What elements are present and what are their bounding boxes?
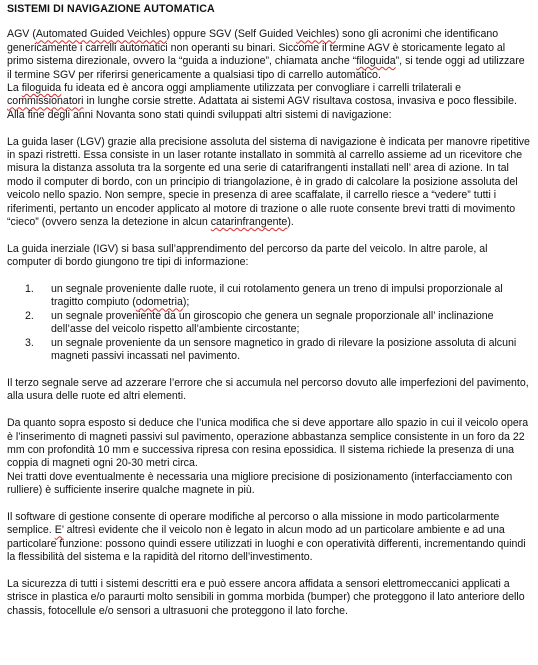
- list-number: 2.: [25, 309, 34, 322]
- text-run: ).: [287, 216, 294, 229]
- inertial-guidance-intro: La guida inerziale (IGV) si basa sull’apprendimento del percorso da parte del veicolo. In altre parole, al computer di bordo giungono tre tipi di informazione:: [7, 242, 488, 269]
- list-item: [7, 310, 530, 337]
- list-item: [7, 337, 530, 364]
- text-run: un segnale proveniente dalle ruote, il cui rotolamento genera un treno di impulsi proporzionale al tragitto compiuto (: [51, 283, 503, 309]
- text-run: un segnale proveniente da un giroscopio che genera un segnale proporzionale all’ inclinazione dell’asse del veicolo rispetto all’ambiente circostante;: [51, 309, 494, 336]
- paragraph-gap: [7, 122, 530, 135]
- paragraph-gap: [7, 498, 530, 511]
- magnets-paragraph-2: Nei tratti dove eventualmente è necessaria una migliore precisione di posizionamento (interfacciamento con rulliere) è sufficiente inserire qualche magnete in più.: [7, 470, 513, 497]
- magnets-paragraph-1: Da quanto sopra esposto si deduce che l’unica modifica che si deve apportare allo spazio in cui il veicolo opera è l’inserimento di magneti passivi sul pavimento, operazione abbastanza semplice consistente in un foro da 22 mm con profondità 10 mm e successiva ripresa con resina epossidica. Il sistema richiede la presenza di una coppia di magneti ogni 20-30 metri circa.: [7, 417, 529, 470]
- list-number: 1.: [25, 283, 34, 296]
- paragraph-gap: [7, 404, 530, 417]
- spellcheck-word: Automated Guided Veichles: [35, 28, 167, 41]
- text-run: La: [7, 82, 22, 95]
- text-run: );: [182, 296, 190, 309]
- spellcheck-word: Veichles: [296, 28, 336, 41]
- paragraph-gap: [7, 270, 530, 283]
- intro-paragraph-2: [7, 82, 530, 109]
- document-title: SISTEMI DI NAVIGAZIONE AUTOMATICA: [7, 3, 215, 15]
- signal-list: [7, 283, 530, 363]
- spellcheck-word: filoguida: [21, 82, 62, 95]
- text-run: altresì evidente che il veicolo non è legato in alcun modo ad un particolare ambiente e ad una particolare funzione: possono quindi essere utilizzati in luoghi e con operatività differenti, incrementando quindi la flessibilità del sistema e la rapidità del ritorno dell’investimento.: [7, 524, 526, 564]
- spellcheck-word: commissionatori: [7, 95, 84, 108]
- third-signal-paragraph: Il terzo segnale serve ad azzerare l’errore che si accumula nel percorso dovuto alle imperfezioni del pavimento, alla usura delle ruote ed altri elementi.: [7, 376, 529, 403]
- text-run: un segnale proveniente da un sensore magnetico in grado di rilevare la posizione assoluta di alcuni magneti passivi incassati nel pavimento.: [51, 336, 517, 363]
- text-run: Il software di gestione consente di operare modifiche al percorso o alla missione in modo particolarmente semplice.: [7, 510, 500, 537]
- text-run: ”, si tende oggi ad utilizzare il termine SGV per riferirsi genericamente a qualsiasi tipo di carrello automatico.: [7, 55, 525, 81]
- text-run: ) sono gli acronimi che identificano genericamente i carrelli automatici non operanti su binari. Siccome il termine AGV è storicamente legato al primo sistema direzionale, ovvero la “guida a induzione”, chiamata anche “: [7, 28, 506, 68]
- paragraph-gap: [7, 565, 530, 578]
- paragraph-gap: [7, 364, 530, 377]
- text-run: ) oppure SGV (Self Guided: [166, 28, 297, 41]
- paragraph-gap: [7, 229, 530, 242]
- intro-paragraph-1: [7, 28, 530, 82]
- spellcheck-word: filoguida: [356, 55, 396, 68]
- text-run: AGV (: [7, 28, 36, 41]
- spellcheck-word: odometria: [135, 296, 183, 309]
- spellcheck-word: E’: [54, 524, 64, 537]
- intro-paragraph-3: Alla fine degli anni Novanta sono stati quindi sviluppati altri sistemi di navigazione:: [7, 108, 392, 121]
- list-item: [7, 283, 530, 310]
- software-paragraph: [7, 511, 530, 565]
- laser-guidance-paragraph: [7, 136, 530, 230]
- text-run: in lunghe corsie strette. Adattata ai sistemi AGV risultava costosa, invasiva e poco flessibile.: [83, 95, 517, 108]
- list-number: 3.: [25, 336, 34, 349]
- text-run: La guida laser (LGV) grazie alla precisione assoluta del sistema di navigazione è indicata per manovre ripetitive in spazi ristretti. Essa consiste in un laser rotante installato in sommità al carrello assieme ad un ricevitore che misura la distanza assoluta tra la sorgente ed una serie di catarifrangenti installati nell’ area di azione. In tal modo il computer di bordo, con un principio di triangolazione, è in grado di calcolare la posizione assoluta del veicolo nello spazio. Non sempre, specie in presenza di aree scaffalate, il carrello riesce a “vedere” tutti i riferimenti, pertanto un encoder applicato al motore di trazione o alle ruote consente brevi tratti di movimento “cieco” (ovvero senza la detezione in alcun: [7, 135, 530, 229]
- safety-paragraph: La sicurezza di tutti i sistemi descritti era e può essere ancora affidata a sensori elettromeccanici applicati a strisce in plastica e/o paraurti molto sensibili in gomma morbida (bumper) che proteggono il lato anteriore dello chassis, fotocellule e/o sensori a ultrasuoni che proteggono il lato forche.: [7, 577, 525, 617]
- spellcheck-word: catarinfrangente: [210, 216, 288, 229]
- text-run: fu ideata ed è ancora oggi ampliamente utilizzata per convogliare i carrelli trilaterali e: [61, 82, 462, 95]
